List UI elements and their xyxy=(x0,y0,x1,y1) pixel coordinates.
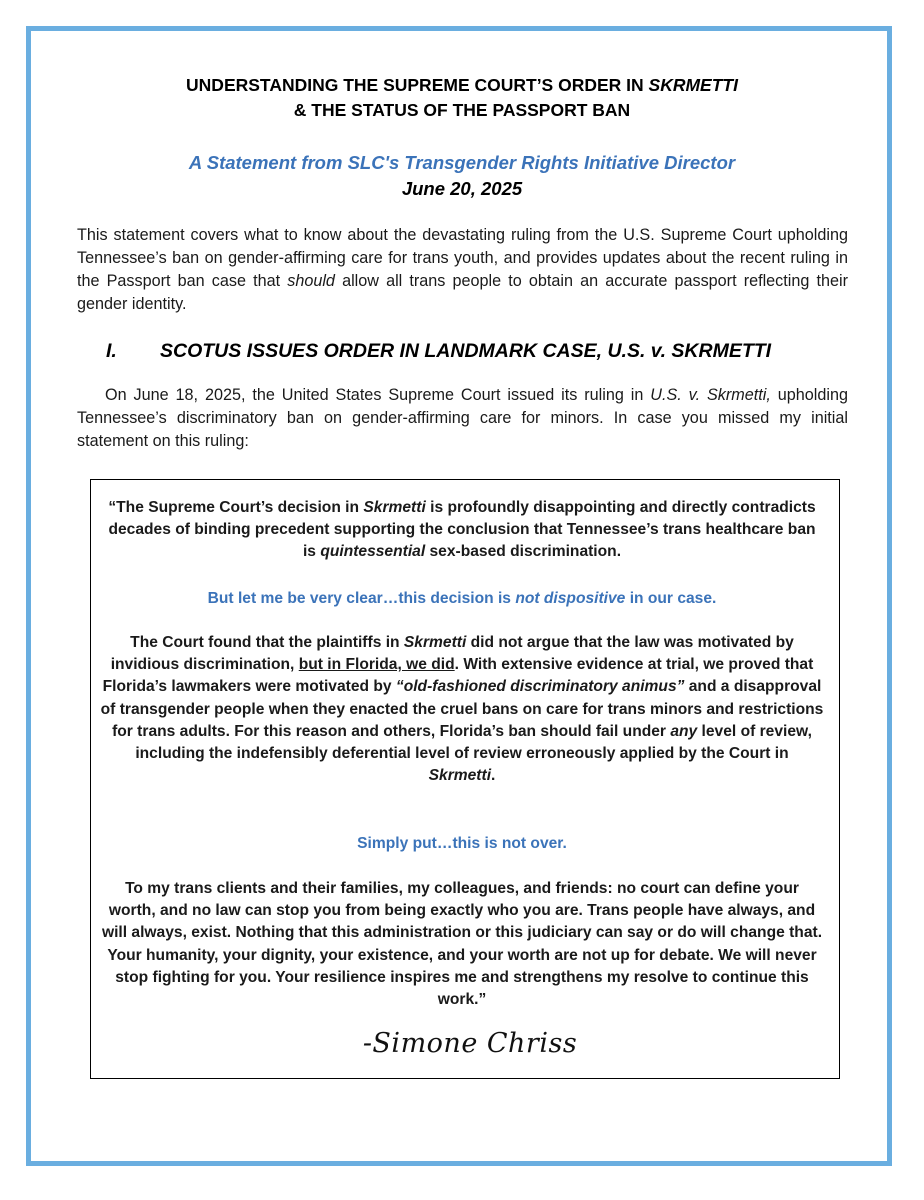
intro-paragraph xyxy=(77,224,848,316)
section-1-paragraph xyxy=(77,384,848,453)
quote-p2-text-a: But let me be very clear…this decision is xyxy=(207,590,516,607)
quote-p3-citation: “old-fashioned discriminatory animus” xyxy=(395,678,685,696)
statement-date: June 20, 2025 xyxy=(401,178,523,199)
quote-p3-text-c: did not argue that the law was motivated by invidious discrimination, xyxy=(110,634,794,674)
section-1-number: I. xyxy=(106,340,117,362)
quote-p3-text-g: and a disapproval of transgender people when they enacted the cruel bans on care for trans minors and restrictions for trans adults. For this reason and others, Florida’s ban should fail under xyxy=(100,678,824,740)
quote-p1-case-name: Skrmetti xyxy=(363,499,426,516)
quote-paragraph-3 xyxy=(100,632,824,787)
section-1-text-1: On June 18, 2025, the United States Supreme Court issued its ruling in xyxy=(105,386,651,404)
quote-p3-text-e: . With extensive evidence at trial, we proved that Florida’s lawmakers were motivated by xyxy=(102,656,814,696)
title-line-2: & THE STATUS OF THE PASSPORT BAN xyxy=(293,100,631,120)
quote-p1-text-a: “The Supreme Court’s decision in xyxy=(108,499,364,516)
quote-p1-text-c: is profoundly disappointing and directly contradicts decades of binding precedent supporting the conclusion that Tennessee’s trans healthcare ban is xyxy=(108,499,816,561)
quote-p3-text-k: . xyxy=(491,767,496,785)
intro-text-2: allow all trans people to obtain an accurate passport reflecting their gender identity. xyxy=(77,272,848,313)
subtitle-statement: A Statement from SLC's Transgender Rights Initiative Director xyxy=(188,152,736,173)
quote-paragraph-5: To my trans clients and their families, my colleagues, and friends: no court can define your worth, and no law can stop you from being exactly who you are. Trans people have always, and will always, exist. Nothing that this administration or this judiciary can say or do will change that. Your humanity, your dignity, your existence, and your worth are not up for debate. We will never stop fighting for you. Your resilience inspires me and strengthens my resolve to continue this work.” xyxy=(101,880,823,1009)
quote-p3-case-name-2: Skrmetti xyxy=(428,767,492,785)
quote-p3-text-a: The Court found that the plaintiffs in xyxy=(130,634,404,651)
quote-p1-text-e: sex-based discrimination. xyxy=(425,543,622,561)
quote-paragraph-2 xyxy=(100,588,824,610)
quote-p3-underlined: but in Florida, we did xyxy=(298,656,455,674)
quote-p1-emphasis: quintessential xyxy=(320,543,426,561)
section-1-case-name: U.S. v. Skrmetti, xyxy=(650,386,771,404)
section-1-text-2: upholding Tennessee’s discriminatory ban on gender-affirming care for minors. In case you missed my initial statement on this ruling: xyxy=(77,386,848,450)
section-1-heading xyxy=(106,338,866,364)
title-line-1 xyxy=(0,73,924,98)
document-subtitle xyxy=(0,150,924,202)
title-line-1-text: UNDERSTANDING THE SUPREME COURT’S ORDER IN xyxy=(186,75,649,95)
signature: -Simone Chriss xyxy=(362,1028,578,1059)
quote-p3-text-i: level of review, including the indefensibly deferential level of review erroneously applied by the Court in xyxy=(135,722,812,763)
intro-text-1: This statement covers what to know about the devastating ruling from the U.S. Supreme Court upholding Tennessee’s ban on gender-affirming care for trans youth, and provides updates about the recent ruling in the Passport ban case that xyxy=(77,226,848,290)
section-1-title: SCOTUS ISSUES ORDER IN LANDMARK CASE, U.S. v. SKRMETTI xyxy=(160,340,772,362)
title-case-name: SKRMETTI xyxy=(648,75,738,95)
quote-paragraph-1 xyxy=(100,497,824,564)
quote-p3-case-name-1: Skrmetti xyxy=(403,634,467,651)
quote-p2-emphasis: not dispositive xyxy=(515,590,626,607)
quote-paragraph-4: Simply put…this is not over. xyxy=(357,835,567,852)
quote-p3-emphasis: any xyxy=(670,722,698,740)
document-title xyxy=(0,73,924,123)
intro-emphasis: should xyxy=(287,272,335,290)
quote-p2-text-c: in our case. xyxy=(625,590,717,607)
